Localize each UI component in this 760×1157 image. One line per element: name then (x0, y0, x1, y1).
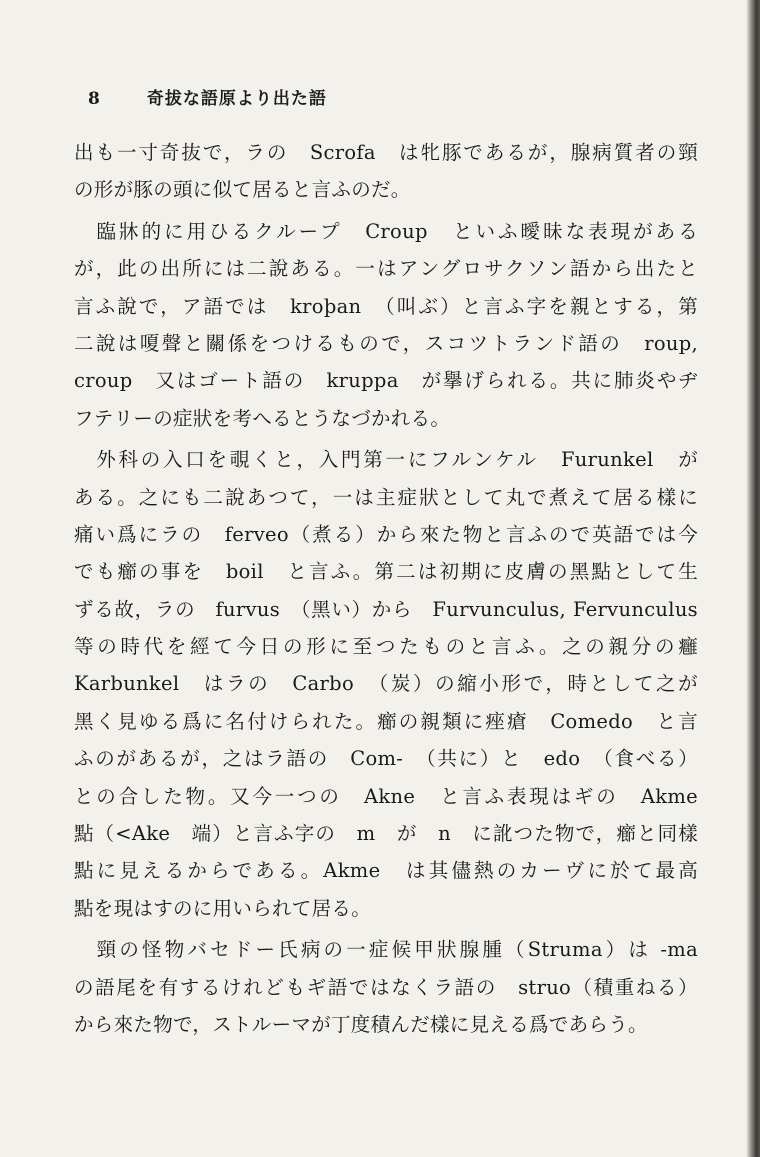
text-line: ふのがあるが，之はラ語の Com- （共に）と edo （食べる） (74, 747, 698, 771)
text-line: ある。之にも二說あつて，一は主症狀として丸で煮えて居る樣に (74, 485, 698, 509)
text-line: が，此の出所には二說ある。一はアングロサクソン語から出たと (74, 257, 698, 281)
text-line: 二說は嗄聲と關係をつけるもので，スコツトランド語の roup, (74, 331, 698, 355)
book-spine-edge (746, 0, 760, 1157)
text-line: 頸の怪物バセドー氏病の一症候甲狀腺腫（Struma）は -ma (74, 938, 698, 962)
text-line: 臨牀的に用ひるクループ Croup といふ曖昧な表現がある (74, 219, 698, 243)
text-line: croup 又はゴート語の kruppa が擧げられる。共に肺炎やヂ (74, 369, 698, 393)
running-title: 奇拔な語原より出た語 (146, 89, 327, 109)
text-line: Karbunkel はラの Carbo （炭）の縮小形で，時として之が (74, 672, 698, 696)
text-line: ずる故，ラの furvus （黑い）から Furvunculus, Fervunculus (74, 597, 698, 621)
text-line: の形が豚の頭に似て居ると言ふのだ。 (74, 178, 411, 202)
text-line: 外科の入口を覗くと，入門第一にフルンケル Furunkel が (74, 448, 698, 472)
text-line: 痛い爲にラの ferveo（煮る）から來た物と言ふので英語では今 (74, 522, 698, 546)
text-line: 黑く見ゆる爲に名付けられた。癤の親類に痤瘡 Comedo と言 (74, 709, 698, 733)
text-line: 言ふ說で，ア語では kroþan （叫ぶ）と言ふ字を親とする，第 (74, 294, 698, 318)
page-number: 8 (88, 89, 101, 109)
body-text (74, 134, 698, 1043)
text-line: との合した物。又今一つの Akne と言ふ表現はギの Akme (74, 784, 698, 808)
text-line: 點（<Ake 端）と言ふ字の m が n に訛つた物で，癤と同樣 (74, 822, 698, 846)
text-line: 等の時代を經て今日の形に至つたものと言ふ。之の親分の癰 (74, 635, 698, 659)
text-line: 出も一寸奇抜で，ラの Scrofa は牝豚であるが，腺病質者の頸 (74, 141, 698, 164)
text-line: フテリーの症狀を考へるとうなづかれる。 (74, 406, 451, 430)
running-header (88, 84, 327, 109)
text-line: 點を現はすのに用いられて居る。 (74, 896, 372, 920)
text-line: の語尾を有するけれどもギ語ではなくラ語の struo（積重ねる） (74, 975, 698, 999)
text-line: でも癤の事を boil と言ふ。第二は初期に皮膚の黑點として生 (74, 560, 698, 584)
text-line: 點に見えるからである。Akme は其儘熱のカーヴに於て最高 (74, 859, 698, 883)
text-line: から來た物で，ストルーマが丁度積んだ樣に見える爲であらう。 (74, 1012, 648, 1036)
